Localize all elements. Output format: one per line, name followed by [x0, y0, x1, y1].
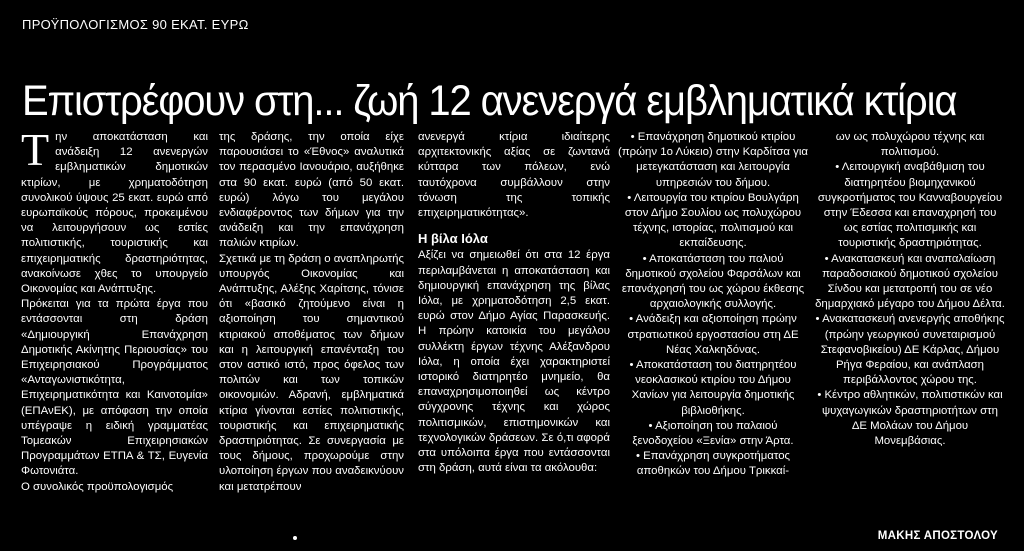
- article-column-1: [21, 124, 208, 495]
- list-item: • Επανάχρηση δημοτικού κτιρίου (πρώην 1ο Λύκειο) στην Καρδίτσα για μετεγκατάσταση και λειτουργία υπηρεσιών του δήμου.: [618, 131, 808, 189]
- list-item: • Ανάδειξη και αξιοποίηση πρώην στρατιωτικού εργοστασίου στη ΔΕ Νέας Χαλκηδόνας.: [627, 313, 799, 356]
- article-headline: Επιστρέφουν στη... ζωή 12 ανενεργά εμβληματικά κτίρια: [22, 76, 957, 125]
- paragraph: ανενεργά κτίρια ιδιαίτερης αρχιτεκτονικής αξίας σε ζωντανά κύτταρα των πόλεων, ενώ ταυτόχρονα συμβάλλουν στην τόνωση της τοπικής επιχειρηματικότητας».: [418, 131, 610, 220]
- paragraph: Ο συνολικός προϋπολογισμός: [21, 480, 174, 493]
- article-column-5: [815, 130, 1005, 449]
- article-column-4: [617, 130, 809, 480]
- paragraph: Σχετικά με τη δράση ο αναπληρωτής υπουργός Οικονομίας και Ανάπτυξης, Αλέξης Χαρίτσης, τόνισε ότι «βασικό ζητούμενο είναι η αξιοποίηση του σημαντικού κτιριακού αποθέματος των δήμων και η λειτουργική επανένταξη του στον αστικό ιστό, προς όφελος των πολιτών και των τοπικών οικονομιών. Αδρανή, εμβληματικά κτίρια γίνονται εστίες πολιτιστικής, τουριστικής και επιχειρηματικής δραστηριότητας. Σε συνεργασία με τους δήμους, προχωρούμε στην υλοποίηση έργων που αναδεικνύουν και μετατρέπουν: [219, 252, 404, 493]
- list-item: • Επανάχρηση συγκροτήματος αποθηκών του Δήμου Τρικκαί-: [635, 450, 791, 478]
- end-mark: [293, 536, 297, 540]
- paragraph: Πρόκειται για τα πρώτα έργα που εντάσσονται στη δράση «Δημιουργική Επανάχρηση Δημοτικής Ακίνητης Περιουσίας» του Επιχειρησιακού Προγράμματος «Ανταγωνιστικότητα, Επιχειρηματικότητα και Καινοτομία» (ΕΠΑνΕΚ), με απόφαση την οποία υπέγραψε η ειδική γραμματέας Τομεακών Επιχειρησιακών Προγραμμάτων ΕΤΠΑ & ΤΣ, Ευγενία Φωτονιάτα.: [21, 298, 208, 478]
- subheading: Η βίλα Ιόλα: [418, 231, 488, 247]
- list-item: ων ως πολυχώρου τέχνης και πολιτισμού.: [835, 131, 985, 159]
- article-column-2: [219, 130, 404, 495]
- list-item: • Αξιοποίηση του παλαιού ξενοδοχείου «Ξενία» στην Άρτα.: [632, 419, 794, 448]
- drop-cap: Τ: [21, 124, 50, 175]
- author-byline: ΜΑΚΗΣ ΑΠΟΣΤΟΛΟΥ: [877, 530, 998, 542]
- section-kicker: ΠΡΟΫΠΟΛΟΓΙΣΜΟΣ 90 ΕΚΑΤ. ΕΥΡΩ: [22, 17, 249, 32]
- list-item: • Αποκατάσταση του παλιού δημοτικού σχολείου Φαρσάλων και επανάχρησή του ως χώρου έκθεσης αρχαιολογικής συλλογής.: [621, 252, 805, 311]
- paragraph: της δράσης, την οποία είχε παρουσιάσει το «Έθνος» αναλυτικά τον περασμένο Ιανουάριο, αυξήθηκε στα 90 εκατ. ευρώ (από 50 εκατ. ευρώ) λόγω του μεγάλου ενδιαφέροντος των δήμων για την ανάδειξη και την επανάχρηση παλιών κτιρίων.: [219, 131, 404, 250]
- paragraph: Αξίζει να σημειωθεί ότι στα 12 έργα περιλαμβάνεται η αποκατάσταση και δημιουργική επανάχρηση της βίλας Ιόλα, με χρηματοδότηση 2,5 εκατ. ευρώ στον Δήμο Αγίας Παρασκευής. Η πρώην κατοικία του μεγάλου συλλέκτη έργων τέχνης Αλέξανδρου Ιόλα, η οποία έχει χαρακτηριστεί ιστορικό διατηρητέο μνημείο, θα επαναχρησιμοποιηθεί ως κέντρο σύγχρονης τέχνης και χώρος πολιτισμικών, επιστημονικών και τεχνολογικών δράσεων. Σε ό,τι αφορά στα υπόλοιπα έργα που εντάσσονται στη δράση, αυτά είναι τα ακόλουθα:: [418, 249, 610, 475]
- article-column-3: [418, 130, 610, 476]
- list-item: • Λειτουργική αναβάθμιση του διατηρητέου βιομηχανικού συγκροτήματος του Κανναβουργείου στην Έδεσσα και επαναχρησή του ως εστίας πολιτισμικής και τουριστικής δραστηριότητας.: [817, 161, 1003, 250]
- list-item: • Ανακατασκευή και αναπαλαίωση παραδοσιακού δημοτικού σχολείου Σίνδου και μετατροπή του σε νέο δημαρχιακό μέγαρο του Δήμου Δέλτα.: [815, 252, 1005, 311]
- list-item: • Αποκατάσταση του διατηρητέου νεοκλασικού κτιρίου του Δήμου Χανίων για λειτουργία δημοτικής βιβλιοθήκης.: [629, 359, 797, 417]
- list-item: • Ανακατασκευή ανενεργής αποθήκης (πρώην γεωργικού συνεταιρισμού Στεφανοβικείου) ΔΕ Κάρλας, Δήμου Ρήγα Φεραίου, και ανάπλαση περιβάλλοντος χώρου της.: [815, 313, 1005, 387]
- list-item: • Κέντρο αθλητικών, πολιτιστικών και ψυχαγωγικών δραστηριοτήτων στη ΔΕ Μολάων του Δήμου Μονεμβάσιας.: [817, 389, 1003, 448]
- paragraph: ην αποκατάσταση και ανάδειξη 12 ανενεργών εμβληματικών δημοτικών κτιρίων, με χρηματοδότηση συνολικού ύψους 25 εκατ. ευρώ από ευρωπαϊκούς πόρους, προκειμένου να λειτουργήσουν ως εστίες πολιτιστικής, τουριστικής και επιχειρηματικής δραστηριότητας, ανακοίνωσε χθες το υπουργείο Οικονομίας και Ανάπτυξης.: [21, 131, 208, 296]
- list-item: • Λειτουργία του κτιρίου Βουλγάρη στον Δήμο Σουλίου ως πολυχώρου τέχνης, ιστορίας, πολιτισμού και εκπαίδευσης.: [624, 191, 802, 250]
